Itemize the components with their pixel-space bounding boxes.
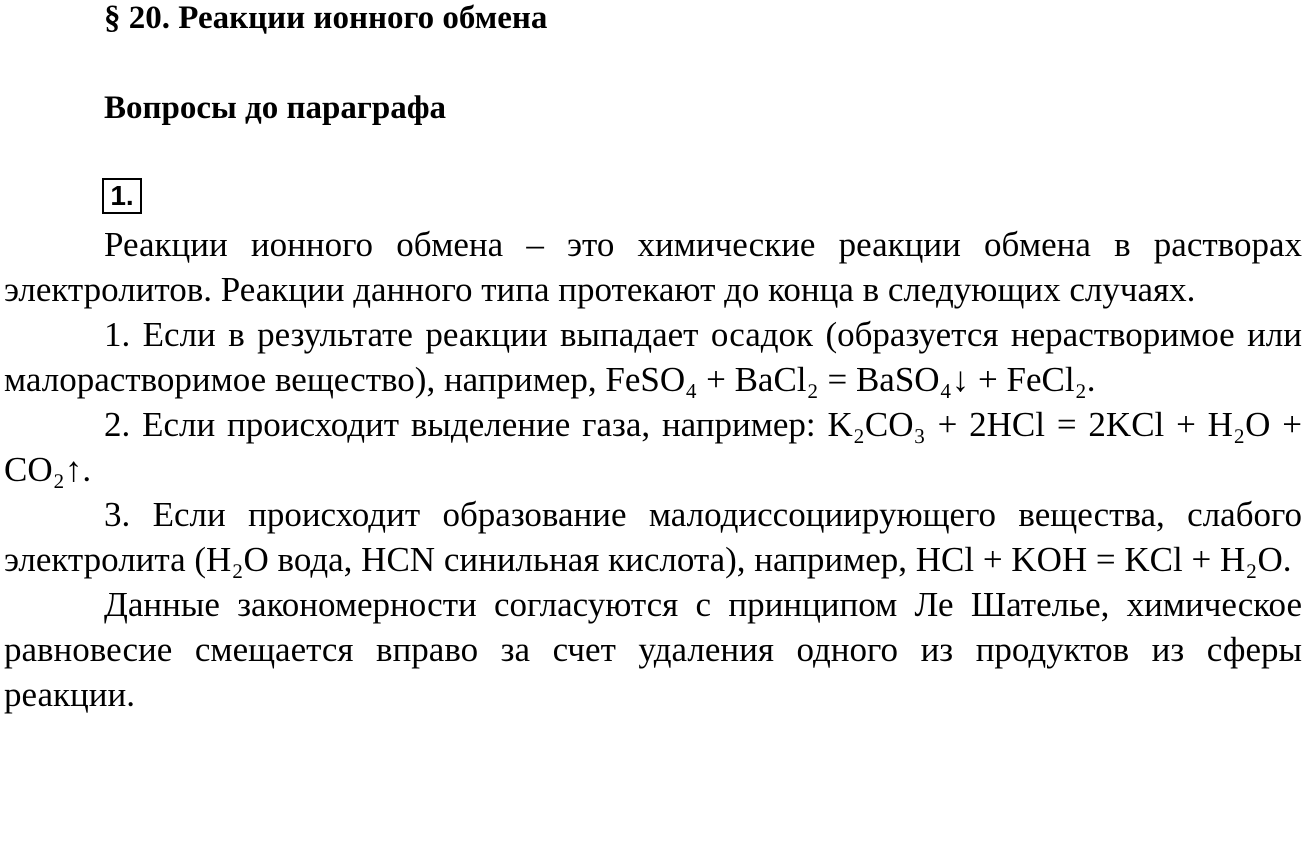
paragraph-case-weak-electrolyte: 3. Если происходит образование малодиссоциирующего вещества, слабого электролита (H₂O вода, HCN синильная кислота), например, HCl + KOH = KCl + H₂O. (4, 495, 1302, 579)
question-number-badge: 1. (102, 178, 142, 214)
section-subtitle: Вопросы до параграфа (104, 90, 447, 126)
paragraph-case-precipitate: 1. Если в результате реакции выпадает осадок (образуется нерастворимое или малорастворимое вещество), например, FeSO₄ + BaCl₂ = BaSO₄↓ + FeCl₂. (4, 315, 1302, 399)
answer-text (4, 222, 1302, 717)
paragraph-case-gas: 2. Если происходит выделение газа, например: K₂CO₃ + 2HCl = 2KCl + H₂O + CO₂↑. (4, 405, 1302, 489)
paragraph-le-chatelier: Данные закономерности согласуются с принципом Ле Шателье, химическое равновесие смещается вправо за счет удаления одного из продуктов из сферы реакции. (4, 585, 1302, 714)
page-title: § 20. Реакции ионного обмена (104, 0, 548, 36)
paragraph-definition: Реакции ионного обмена – это химические реакции обмена в растворах электролитов. Реакции данного типа протекают до конца в следующих случаях. (4, 225, 1302, 309)
